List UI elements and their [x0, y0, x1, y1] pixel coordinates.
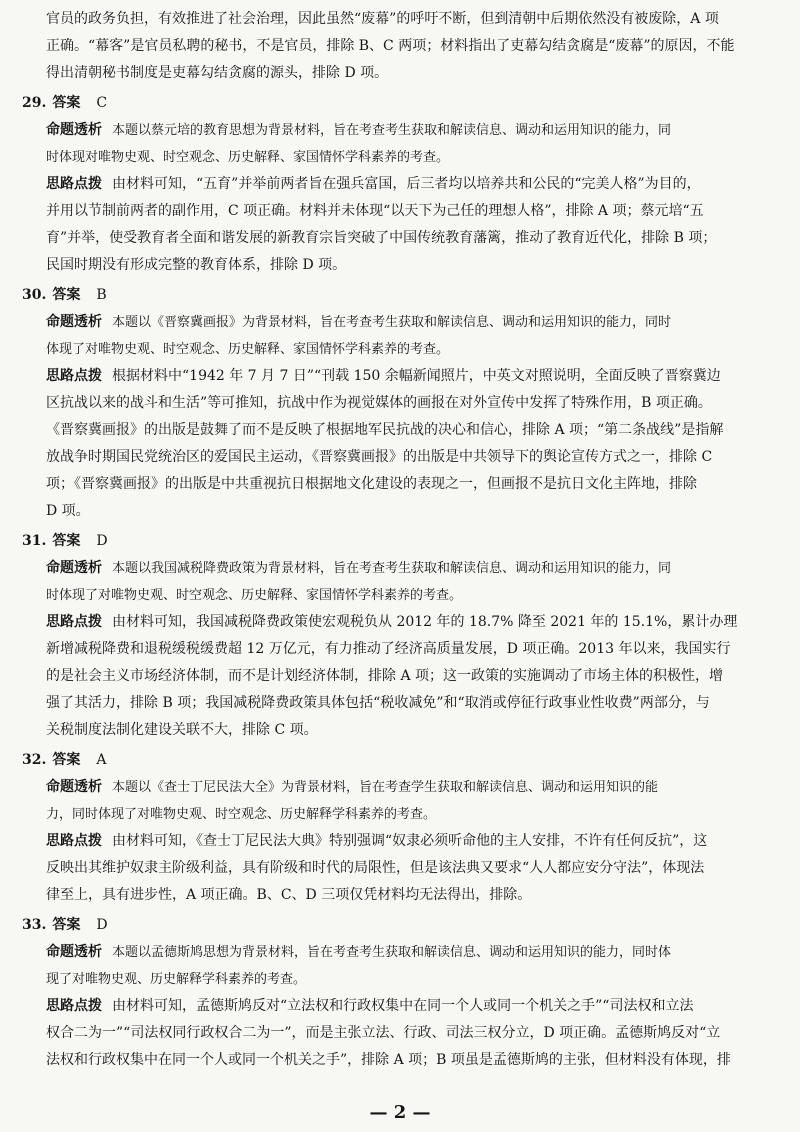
- hint-text: 由材料可知，我国减税降费政策使宏观税负从 2012 年的 18.7% 降至 2021 年的 15.1%，累计办理: [112, 614, 738, 630]
- text-line: 正确。“幕客”是官员私聘的秘书，不是官员，排除 B、C 两项；材料指出了吏幕勾结贪腐是“废幕”的原因，不能: [46, 38, 735, 54]
- analysis-line: 时体现对唯物史观、时空观念、历史解释、家国情怀学科素养的考查。: [46, 150, 450, 165]
- answer-value: D: [96, 533, 108, 549]
- answer-value: C: [96, 95, 108, 111]
- page-number: — 2 —: [369, 1102, 431, 1123]
- question-29: [22, 89, 778, 279]
- hint-line: 区抗战以来的战斗和生活”等可推知，抗战中作为视觉媒体的画报在对外宣传中发挥了特殊作用，B 项正确。: [46, 395, 712, 411]
- analysis-line: [46, 117, 778, 144]
- question-header: [22, 527, 778, 555]
- answer-value: A: [96, 752, 107, 768]
- analysis-label: 命题透析: [46, 314, 102, 330]
- hint-label: 思路点拨: [46, 833, 102, 849]
- analysis-label: 命题透析: [46, 944, 102, 960]
- analysis-line: [46, 555, 778, 582]
- analysis-text: 本题以《查士丁尼民法大全》为背景材料，旨在考查学生获取和解读信息、调动和运用知识的能: [112, 780, 659, 795]
- question-32: [22, 746, 778, 909]
- hint-line: 新增减税降费和退税缓税缓费超 12 万亿元，有力推动了经济高质量发展，D 项正确。2013 年以来，我国实行: [46, 641, 731, 657]
- answer-label: 答案: [52, 752, 81, 768]
- hint-line: [46, 609, 778, 636]
- question-number: 31.: [22, 533, 47, 549]
- hint-text: 由材料可知，孟德斯鸠反对“立法权和行政权集中在同一个人或同一个机关之手”“司法权和立法: [112, 998, 694, 1014]
- analysis-text: 本题以我国减税降费政策为背景材料，旨在考查考生获取和解读信息、调动和运用知识的能力，同: [112, 561, 672, 576]
- hint-line: [46, 171, 778, 198]
- analysis-label: 命题透析: [46, 779, 102, 795]
- analysis-label: 命题透析: [46, 122, 102, 138]
- analysis-line: [46, 939, 778, 966]
- hint-line: 强了其活力，排除 B 项；我国减税降费政策具体包括“税收减免”和“取消或停征行政事业性收费”两部分，与: [46, 695, 710, 711]
- hint-line: 的是社会主义市场经济体制，而不是计划经济体制，排除 A 项；这一政策的实施调动了市场主体的积极性，增: [46, 668, 724, 684]
- hint-line: 《晋察冀画报》的出版是鼓舞了而不是反映了根据地军民抗战的决心和信心，排除 A 项；“第二条战线”是指解: [46, 422, 724, 438]
- analysis-line: 体现了对唯物史观、时空观念、历史解释、家国情怀学科素养的考查。: [46, 342, 450, 357]
- hint-line: 并用以节制前两者的副作用，C 项正确。材料并未体现“以天下为己任的理想人格”，排除 A 项；蔡元培“五: [46, 203, 704, 219]
- hint-text: 由材料可知，《查士丁尼民法大典》特别强调“奴隶必须听命他的主人安排，不许有任何反抗”，这: [112, 833, 708, 849]
- hint-line: 法权和行政权集中在同一个人或同一个机关之手”，排除 A 项；B 项虽是孟德斯鸠的主张，但材料没有体现，排: [46, 1052, 731, 1068]
- hint-label: 思路点拨: [46, 614, 102, 630]
- question-header: [22, 281, 778, 309]
- answer-label: 答案: [52, 917, 81, 933]
- hint-line: [46, 993, 778, 1020]
- question-number: 30.: [22, 287, 47, 303]
- analysis-label: 命题透析: [46, 560, 102, 576]
- answer-label: 答案: [52, 533, 81, 549]
- question-31: [22, 527, 778, 744]
- hint-line: 律至上，具有进步性，A 项正确。B、C、D 三项仅凭材料均无法得出，排除。: [46, 887, 532, 903]
- question-number: 33.: [22, 917, 47, 933]
- hint-line: 反映出其维护奴隶主阶级利益，具有阶级和时代的局限性，但是该法典又要求“人人都应安分守法”，体现法: [46, 860, 705, 876]
- question-number: 29.: [22, 95, 47, 111]
- hint-label: 思路点拨: [46, 998, 102, 1014]
- answer-label: 答案: [52, 95, 81, 111]
- analysis-text: 本题以《晋察冀画报》为背景材料，旨在考查考生获取和解读信息、调动和运用知识的能力，同时: [112, 315, 672, 330]
- question-33: [22, 911, 778, 1074]
- intro-block: [46, 6, 778, 87]
- hint-line: 放战争时期国民党统治区的爱国民主运动，《晋察冀画报》的出版是中共领导下的舆论宣传方式之一，排除 C: [46, 449, 713, 465]
- hint-line: 项；《晋察冀画报》的出版是中共重视抗日根据地文化建设的表现之一，但画报不是抗日文化主阵地，排除: [46, 476, 697, 492]
- analysis-line: 力，同时体现了对唯物史观、时空观念、历史解释学科素养的考查。: [46, 807, 437, 822]
- analysis-line: 时体现了对唯物史观、时空观念、历史解释、家国情怀学科素养的考查。: [46, 588, 463, 603]
- hint-line: [46, 363, 778, 390]
- hint-line: 民国时期没有形成完整的教育体系，排除 D 项。: [46, 257, 347, 273]
- analysis-text: 本题以蔡元培的教育思想为背景材料，旨在考查考生获取和解读信息、调动和运用知识的能力，同: [112, 123, 672, 138]
- hint-text: 根据材料中“1942 年 7 月 7 日”“刊载 150 余幅新闻照片，中英文对照说明，全面反映了晋察冀边: [112, 368, 721, 384]
- hint-label: 思路点拨: [46, 176, 102, 192]
- answer-label: 答案: [52, 287, 81, 303]
- text-line: 得出清朝秘书制度是吏幕勾结贪腐的源头，排除 D 项。: [46, 65, 389, 81]
- hint-line: 关税制度法制化建设关联不大，排除 C 项。: [46, 722, 318, 738]
- answer-value: B: [96, 287, 107, 303]
- analysis-line: [46, 774, 778, 801]
- hint-line: D 项。: [46, 503, 90, 519]
- question-header: [22, 89, 778, 117]
- answer-value: D: [96, 917, 108, 933]
- hint-line: 权合二为一”“司法权同行政权合二为一”，而是主张立法、行政、司法三权分立，D 项正确。孟德斯鸠反对“立: [46, 1025, 721, 1041]
- hint-label: 思路点拨: [46, 368, 102, 384]
- question-header: [22, 911, 778, 939]
- text-line: 官员的政务负担，有效推进了社会治理，因此虽然“废幕”的呼吁不断，但到清朝中后期依然没有被废除，A 项: [46, 11, 719, 27]
- question-30: [22, 281, 778, 525]
- question-header: [22, 746, 778, 774]
- analysis-line: [46, 309, 778, 336]
- hint-line: [46, 828, 778, 855]
- analysis-text: 本题以孟德斯鸠思想为背景材料，旨在考查考生获取和解读信息、调动和运用知识的能力，同时体: [112, 945, 672, 960]
- hint-text: 由材料可知，“五育”并举前两者旨在强兵富国，后三者均以培养共和公民的“完美人格”为目的，: [112, 176, 701, 192]
- question-number: 32.: [22, 752, 47, 768]
- analysis-line: 现了对唯物史观、历史解释学科素养的考查。: [46, 972, 307, 987]
- hint-line: 育”并举，使受教育者全面和谐发展的新教育宗旨突破了中国传统教育藩篱，推动了教育近代化，排除 B 项；: [46, 230, 717, 246]
